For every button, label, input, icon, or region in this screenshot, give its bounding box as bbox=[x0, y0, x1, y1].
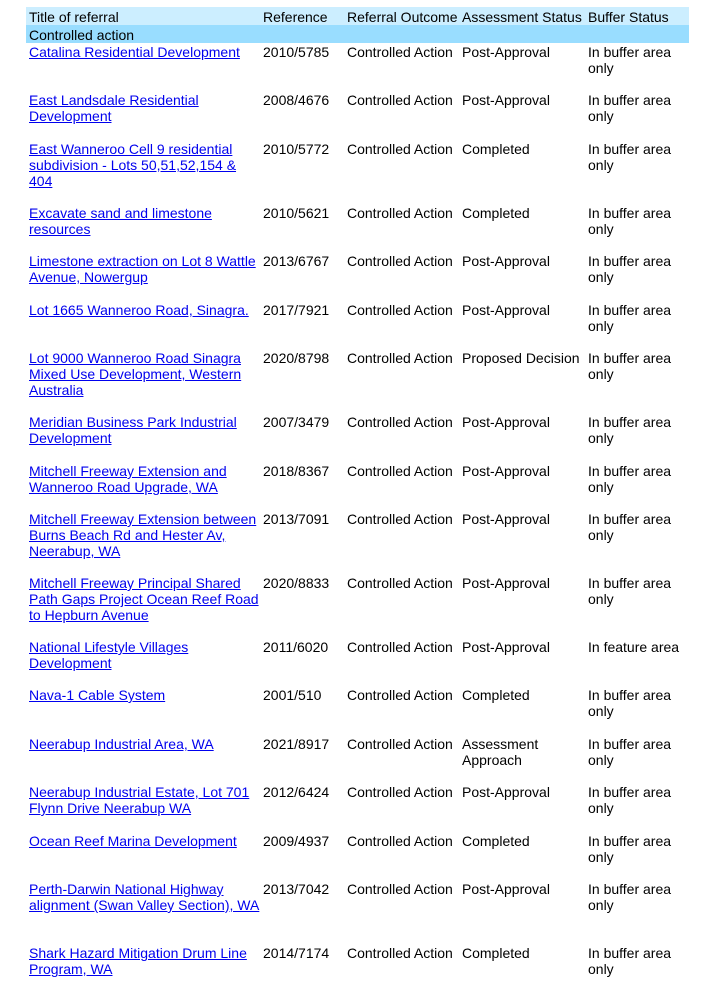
assessment-status-cell: Post-Approval bbox=[462, 511, 550, 527]
referral-title-link[interactable]: Limestone extraction on Lot 8 Wattle Avenue, Nowergup bbox=[29, 253, 256, 285]
reference-cell: 2001/510 bbox=[263, 687, 322, 703]
reference-cell: 2020/8798 bbox=[263, 350, 330, 366]
referral-title-link[interactable]: Ocean Reef Marina Development bbox=[29, 833, 237, 849]
outcome-cell: Controlled Action bbox=[347, 414, 453, 430]
reference-cell: 2013/7042 bbox=[263, 881, 330, 897]
outcome-cell: Controlled Action bbox=[347, 92, 453, 108]
buffer-status-cell: In buffer area only bbox=[588, 463, 672, 495]
buffer-status-cell: In buffer area only bbox=[588, 575, 672, 607]
outcome-cell: Controlled Action bbox=[347, 945, 453, 961]
reference-cell: 2011/6020 bbox=[263, 639, 329, 655]
buffer-status-cell: In buffer area only bbox=[588, 833, 672, 865]
buffer-status-cell: In buffer area only bbox=[588, 92, 672, 124]
referral-title-link[interactable]: Neerabup Industrial Estate, Lot 701 Flynn Drive Neerabup WA bbox=[29, 784, 250, 816]
assessment-status-cell: Post-Approval bbox=[462, 639, 550, 655]
reference-cell: 2008/4676 bbox=[263, 92, 330, 108]
buffer-status-cell: In buffer area only bbox=[588, 784, 672, 816]
buffer-status-cell: In buffer area only bbox=[588, 736, 672, 768]
reference-cell: 2007/3479 bbox=[263, 414, 330, 430]
buffer-status-cell: In buffer area only bbox=[588, 350, 672, 382]
buffer-status-cell: In buffer area only bbox=[588, 44, 672, 76]
referral-title-link[interactable]: Catalina Residential Development bbox=[29, 44, 240, 60]
header-title: Title of referral bbox=[29, 9, 119, 25]
reference-cell: 2010/5772 bbox=[263, 141, 330, 157]
referral-title-link[interactable]: Mitchell Freeway Extension and Wanneroo Road Upgrade, WA bbox=[29, 463, 227, 495]
buffer-status-cell: In buffer area only bbox=[588, 253, 672, 285]
outcome-cell: Controlled Action bbox=[347, 687, 453, 703]
outcome-cell: Controlled Action bbox=[347, 575, 453, 591]
referral-title-link[interactable]: Shark Hazard Mitigation Drum Line Program, WA bbox=[29, 945, 247, 977]
buffer-status-cell: In buffer area only bbox=[588, 205, 672, 237]
assessment-status-cell: Post-Approval bbox=[462, 253, 550, 269]
assessment-status-cell: Completed bbox=[462, 687, 530, 703]
outcome-cell: Controlled Action bbox=[347, 350, 453, 366]
referral-title-link[interactable]: East Wanneroo Cell 9 residential subdivision - Lots 50,51,52,154 & 404 bbox=[29, 141, 237, 189]
referral-title-link[interactable]: Meridian Business Park Industrial Development bbox=[29, 414, 237, 446]
assessment-status-cell: Proposed Decision bbox=[462, 350, 580, 366]
referral-title-link[interactable]: Perth-Darwin National Highway alignment (Swan Valley Section), WA bbox=[29, 881, 260, 913]
buffer-status-cell: In buffer area only bbox=[588, 302, 672, 334]
assessment-status-cell: Post-Approval bbox=[462, 414, 550, 430]
assessment-status-cell: Post-Approval bbox=[462, 92, 550, 108]
buffer-status-cell: In buffer area only bbox=[588, 945, 672, 977]
buffer-status-cell: In buffer area only bbox=[588, 414, 672, 446]
reference-cell: 2020/8833 bbox=[263, 575, 330, 591]
referral-title-link[interactable]: Lot 1665 Wanneroo Road, Sinagra. bbox=[29, 302, 249, 318]
outcome-cell: Controlled Action bbox=[347, 736, 453, 752]
reference-cell: 2013/7091 bbox=[263, 511, 330, 527]
reference-cell: 2018/8367 bbox=[263, 463, 330, 479]
referral-title-link[interactable]: National Lifestyle Villages Development bbox=[29, 639, 189, 671]
referral-title-link[interactable]: Neerabup Industrial Area, WA bbox=[29, 736, 214, 752]
assessment-status-cell: Post-Approval bbox=[462, 463, 550, 479]
assessment-status-cell: Completed bbox=[462, 833, 530, 849]
outcome-cell: Controlled Action bbox=[347, 881, 453, 897]
reference-cell: 2009/4937 bbox=[263, 833, 330, 849]
header-outcome: Referral Outcome bbox=[347, 9, 458, 25]
reference-cell: 2010/5621 bbox=[263, 205, 330, 221]
outcome-cell: Controlled Action bbox=[347, 639, 453, 655]
outcome-cell: Controlled Action bbox=[347, 463, 453, 479]
outcome-cell: Controlled Action bbox=[347, 302, 453, 318]
buffer-status-cell: In buffer area only bbox=[588, 141, 672, 173]
buffer-status-cell: In buffer area only bbox=[588, 881, 672, 913]
reference-cell: 2013/6767 bbox=[263, 253, 330, 269]
assessment-status-cell: Post-Approval bbox=[462, 881, 550, 897]
assessment-status-cell: Post-Approval bbox=[462, 302, 550, 318]
referral-title-link[interactable]: East Landsdale Residential Development bbox=[29, 92, 199, 124]
reference-cell: 2012/6424 bbox=[263, 784, 330, 800]
assessment-status-cell: Completed bbox=[462, 141, 530, 157]
section-label: Controlled action bbox=[29, 27, 135, 43]
referral-title-link[interactable]: Excavate sand and limestone resources bbox=[29, 205, 212, 237]
outcome-cell: Controlled Action bbox=[347, 44, 453, 60]
outcome-cell: Controlled Action bbox=[347, 141, 453, 157]
referral-title-link[interactable]: Mitchell Freeway Principal Shared Path Gaps Project Ocean Reef Road to Hepburn Avenue bbox=[29, 575, 259, 623]
header-assessment: Assessment Status bbox=[462, 9, 582, 25]
reference-cell: 2014/7174 bbox=[263, 945, 330, 961]
outcome-cell: Controlled Action bbox=[347, 205, 453, 221]
buffer-status-cell: In feature area bbox=[588, 639, 680, 655]
outcome-cell: Controlled Action bbox=[347, 784, 453, 800]
buffer-status-cell: In buffer area only bbox=[588, 511, 672, 543]
outcome-cell: Controlled Action bbox=[347, 511, 453, 527]
assessment-status-cell: Post-Approval bbox=[462, 575, 550, 591]
assessment-status-cell: Post-Approval bbox=[462, 44, 550, 60]
reference-cell: 2010/5785 bbox=[263, 44, 330, 60]
reference-cell: 2017/7921 bbox=[263, 302, 330, 318]
outcome-cell: Controlled Action bbox=[347, 833, 453, 849]
referral-title-link[interactable]: Mitchell Freeway Extension between Burns Beach Rd and Hester Av, Neerabup, WA bbox=[29, 511, 257, 559]
assessment-status-cell: Assessment Approach bbox=[462, 736, 539, 768]
reference-cell: 2021/8917 bbox=[263, 736, 330, 752]
referral-title-link[interactable]: Nava-1 Cable System bbox=[29, 687, 166, 703]
header-reference: Reference bbox=[263, 9, 328, 25]
assessment-status-cell: Completed bbox=[462, 205, 530, 221]
buffer-status-cell: In buffer area only bbox=[588, 687, 672, 719]
outcome-cell: Controlled Action bbox=[347, 253, 453, 269]
assessment-status-cell: Post-Approval bbox=[462, 784, 550, 800]
referral-title-link[interactable]: Lot 9000 Wanneroo Road Sinagra Mixed Use Development, Western Australia bbox=[29, 350, 242, 398]
assessment-status-cell: Completed bbox=[462, 945, 530, 961]
header-buffer: Buffer Status bbox=[588, 9, 669, 25]
